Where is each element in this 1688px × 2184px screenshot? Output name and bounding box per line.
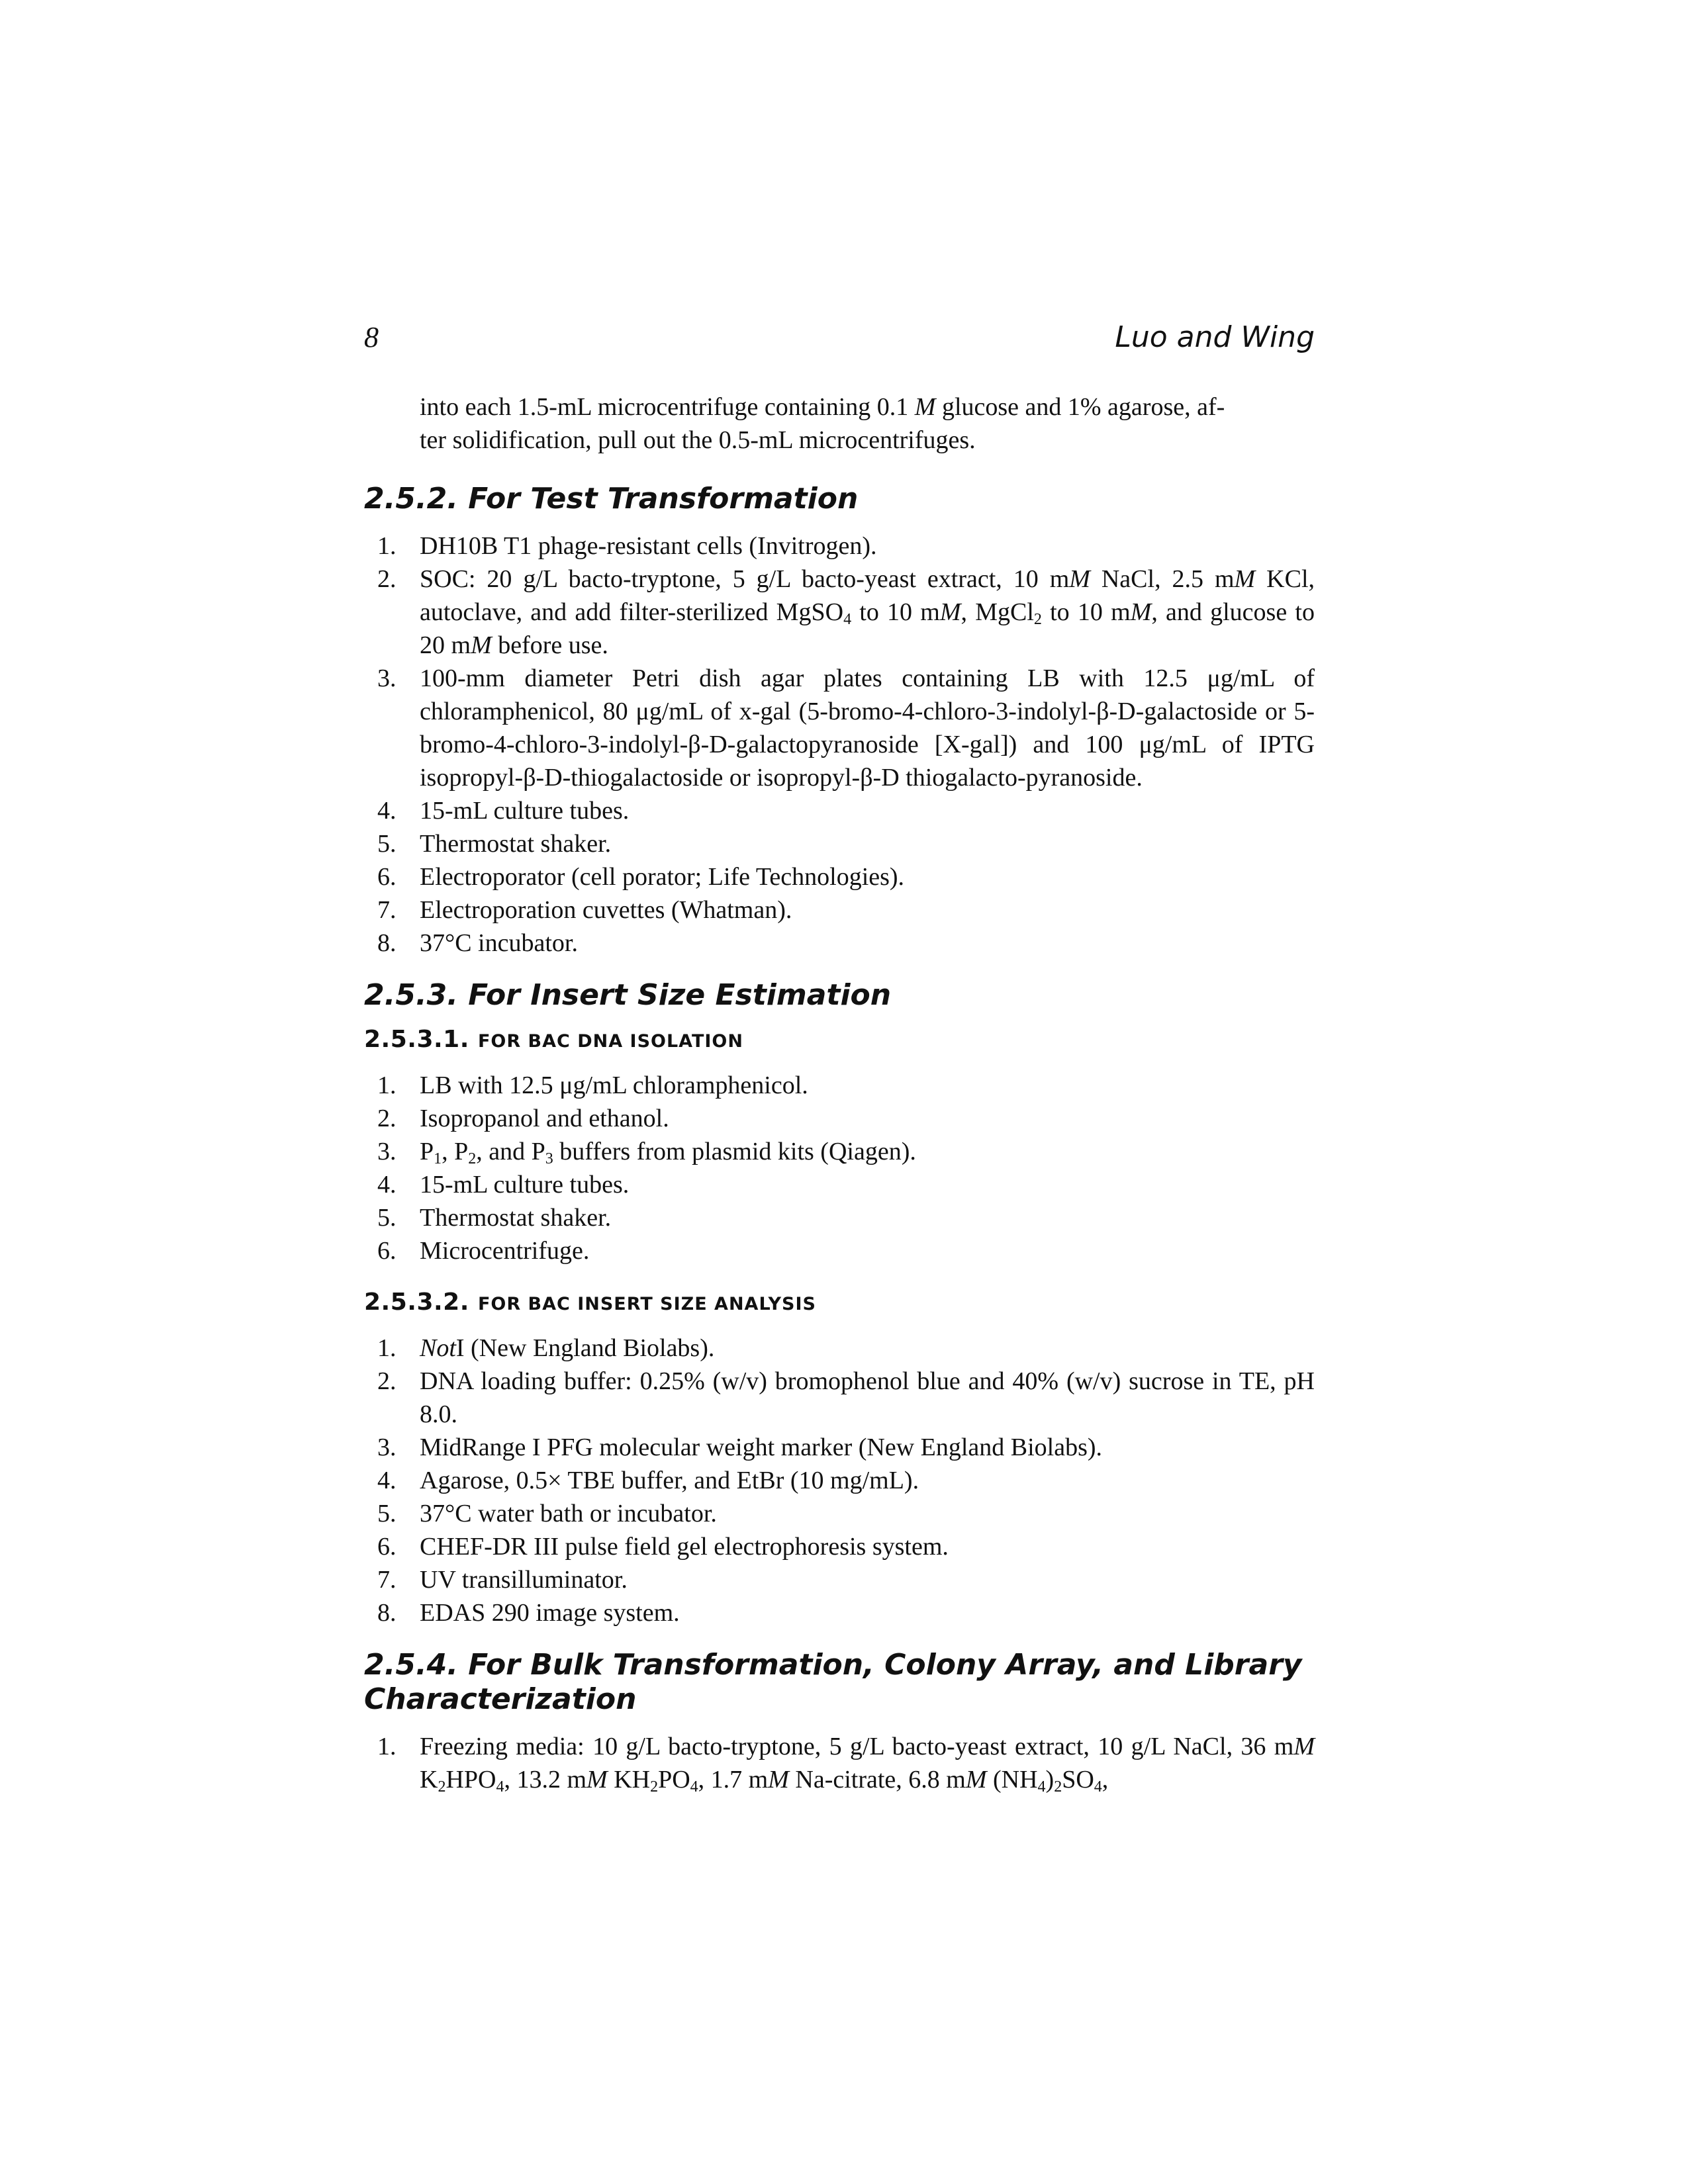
list-item: 4. Agarose, 0.5× TBE buffer, and EtBr (10 mg/mL). <box>377 1467 919 1494</box>
list-item: 4. 15-mL culture tubes. <box>377 1171 630 1199</box>
subsection-heading-2-5-3-1: 2.5.3.1. FOR BAC DNA ISOLATION <box>364 1026 743 1053</box>
list-bulk-transformation <box>364 1730 1315 1796</box>
list-item: 5. 37°C water bath or incubator. <box>377 1500 717 1527</box>
section-heading-2-5-3: 2.5.3. For Insert Size Estimation <box>364 978 892 1012</box>
list-item: 6. Microcentrifuge. <box>377 1237 590 1265</box>
list-item: 8. 37°C incubator. <box>377 929 578 957</box>
section-heading-2-5-4: 2.5.4. For Bulk Transformation, Colony Array, and Library Characterization <box>364 1648 1302 1716</box>
list-item: 5. Thermostat shaker. <box>377 830 612 858</box>
list-item: 8. EDAS 290 image system. <box>377 1599 680 1627</box>
list-item: 1. Freezing media: 10 g/L bacto-tryptone, 5 g/L bacto-yeast extract, 10 g/L NaCl, 36 mM $K_2HPO_4$, 13.2 mM $KH_2PO_4$, 1.7 mM Na-citrate, 6.8 mM $(NH_4)_2SO_4$, <box>377 1733 1315 1796</box>
running-head: Luo and Wing <box>1115 320 1315 354</box>
page-header <box>364 320 1315 360</box>
list-item: 2. Isopropanol and ethanol. <box>377 1105 669 1132</box>
list-item: 5. Thermostat shaker. <box>377 1204 612 1232</box>
list-item: 4. 15-mL culture tubes. <box>377 797 630 825</box>
section-heading-2-5-2: 2.5.2. For Test Transformation <box>364 482 859 516</box>
list-item: 6. Electroporator (cell porator; Life Technologies). <box>377 863 905 891</box>
list-bac-insert-size-analysis <box>364 1332 1315 1629</box>
list-item: 3. 100-mm diameter Petri dish agar plates containing LB with 12.5 μg/mL of chloramphenicol, 80 μg/mL of x-gal (5-bromo-4-chloro-3-indolyl-β-D-galactoside or 5-bromo-4-chloro-3-indolyl-β-D-galactopyranoside [X-gal]) and 100 μg/mL of IPTG isopropyl-β-D-thiogalactoside or isopropyl-β-D thiogalacto-pyranoside. <box>377 664 1315 792</box>
list-item: 7. UV transilluminator. <box>377 1566 628 1594</box>
list-item: 2. DNA loading buffer: 0.25% (w/v) bromophenol blue and 40% (w/v) sucrose in TE, pH 8.0. <box>377 1367 1315 1428</box>
list-item: 2. SOC: 20 g/L bacto-tryptone, 5 g/L bacto-yeast extract, 10 mM NaCl, 2.5 mM KCl, autoclave, and add filter-sterilized MgSO$_4$ to 10 mM, MgCl$_2$ to 10 mM, and glucose to 20 mM before use. <box>377 565 1315 659</box>
list-item: 1. NotI (New England Biolabs). <box>377 1334 715 1362</box>
list-item: 3. $P_1$, $P_2$, and $P_3$ buffers from plasmid kits (Qiagen). <box>377 1138 916 1167</box>
page-number: 8 <box>364 321 379 353</box>
list-item: 7. Electroporation cuvettes (Whatman). <box>377 896 792 924</box>
continuation-paragraph: into each 1.5-mL microcentrifuge containing 0.1 M glucose and 1% agarose, af- ter solidification, pull out the 0.5-mL microcentrifuges. <box>420 393 1225 454</box>
subsection-heading-2-5-3-2: 2.5.3.2. FOR BAC INSERT SIZE ANALYSIS <box>364 1289 816 1316</box>
list-test-transformation <box>364 529 1315 960</box>
list-item: 6. CHEF-DR III pulse field gel electrophoresis system. <box>377 1533 949 1561</box>
list-item: 3. MidRange I PFG molecular weight marker (New England Biolabs). <box>377 1433 1103 1461</box>
list-bac-dna-isolation <box>364 1069 1315 1267</box>
list-item: 1. LB with 12.5 μg/mL chloramphenicol. <box>377 1071 808 1099</box>
page-body <box>364 390 1315 1796</box>
list-item: 1. DH10B T1 phage-resistant cells (Invitrogen). <box>377 532 877 560</box>
